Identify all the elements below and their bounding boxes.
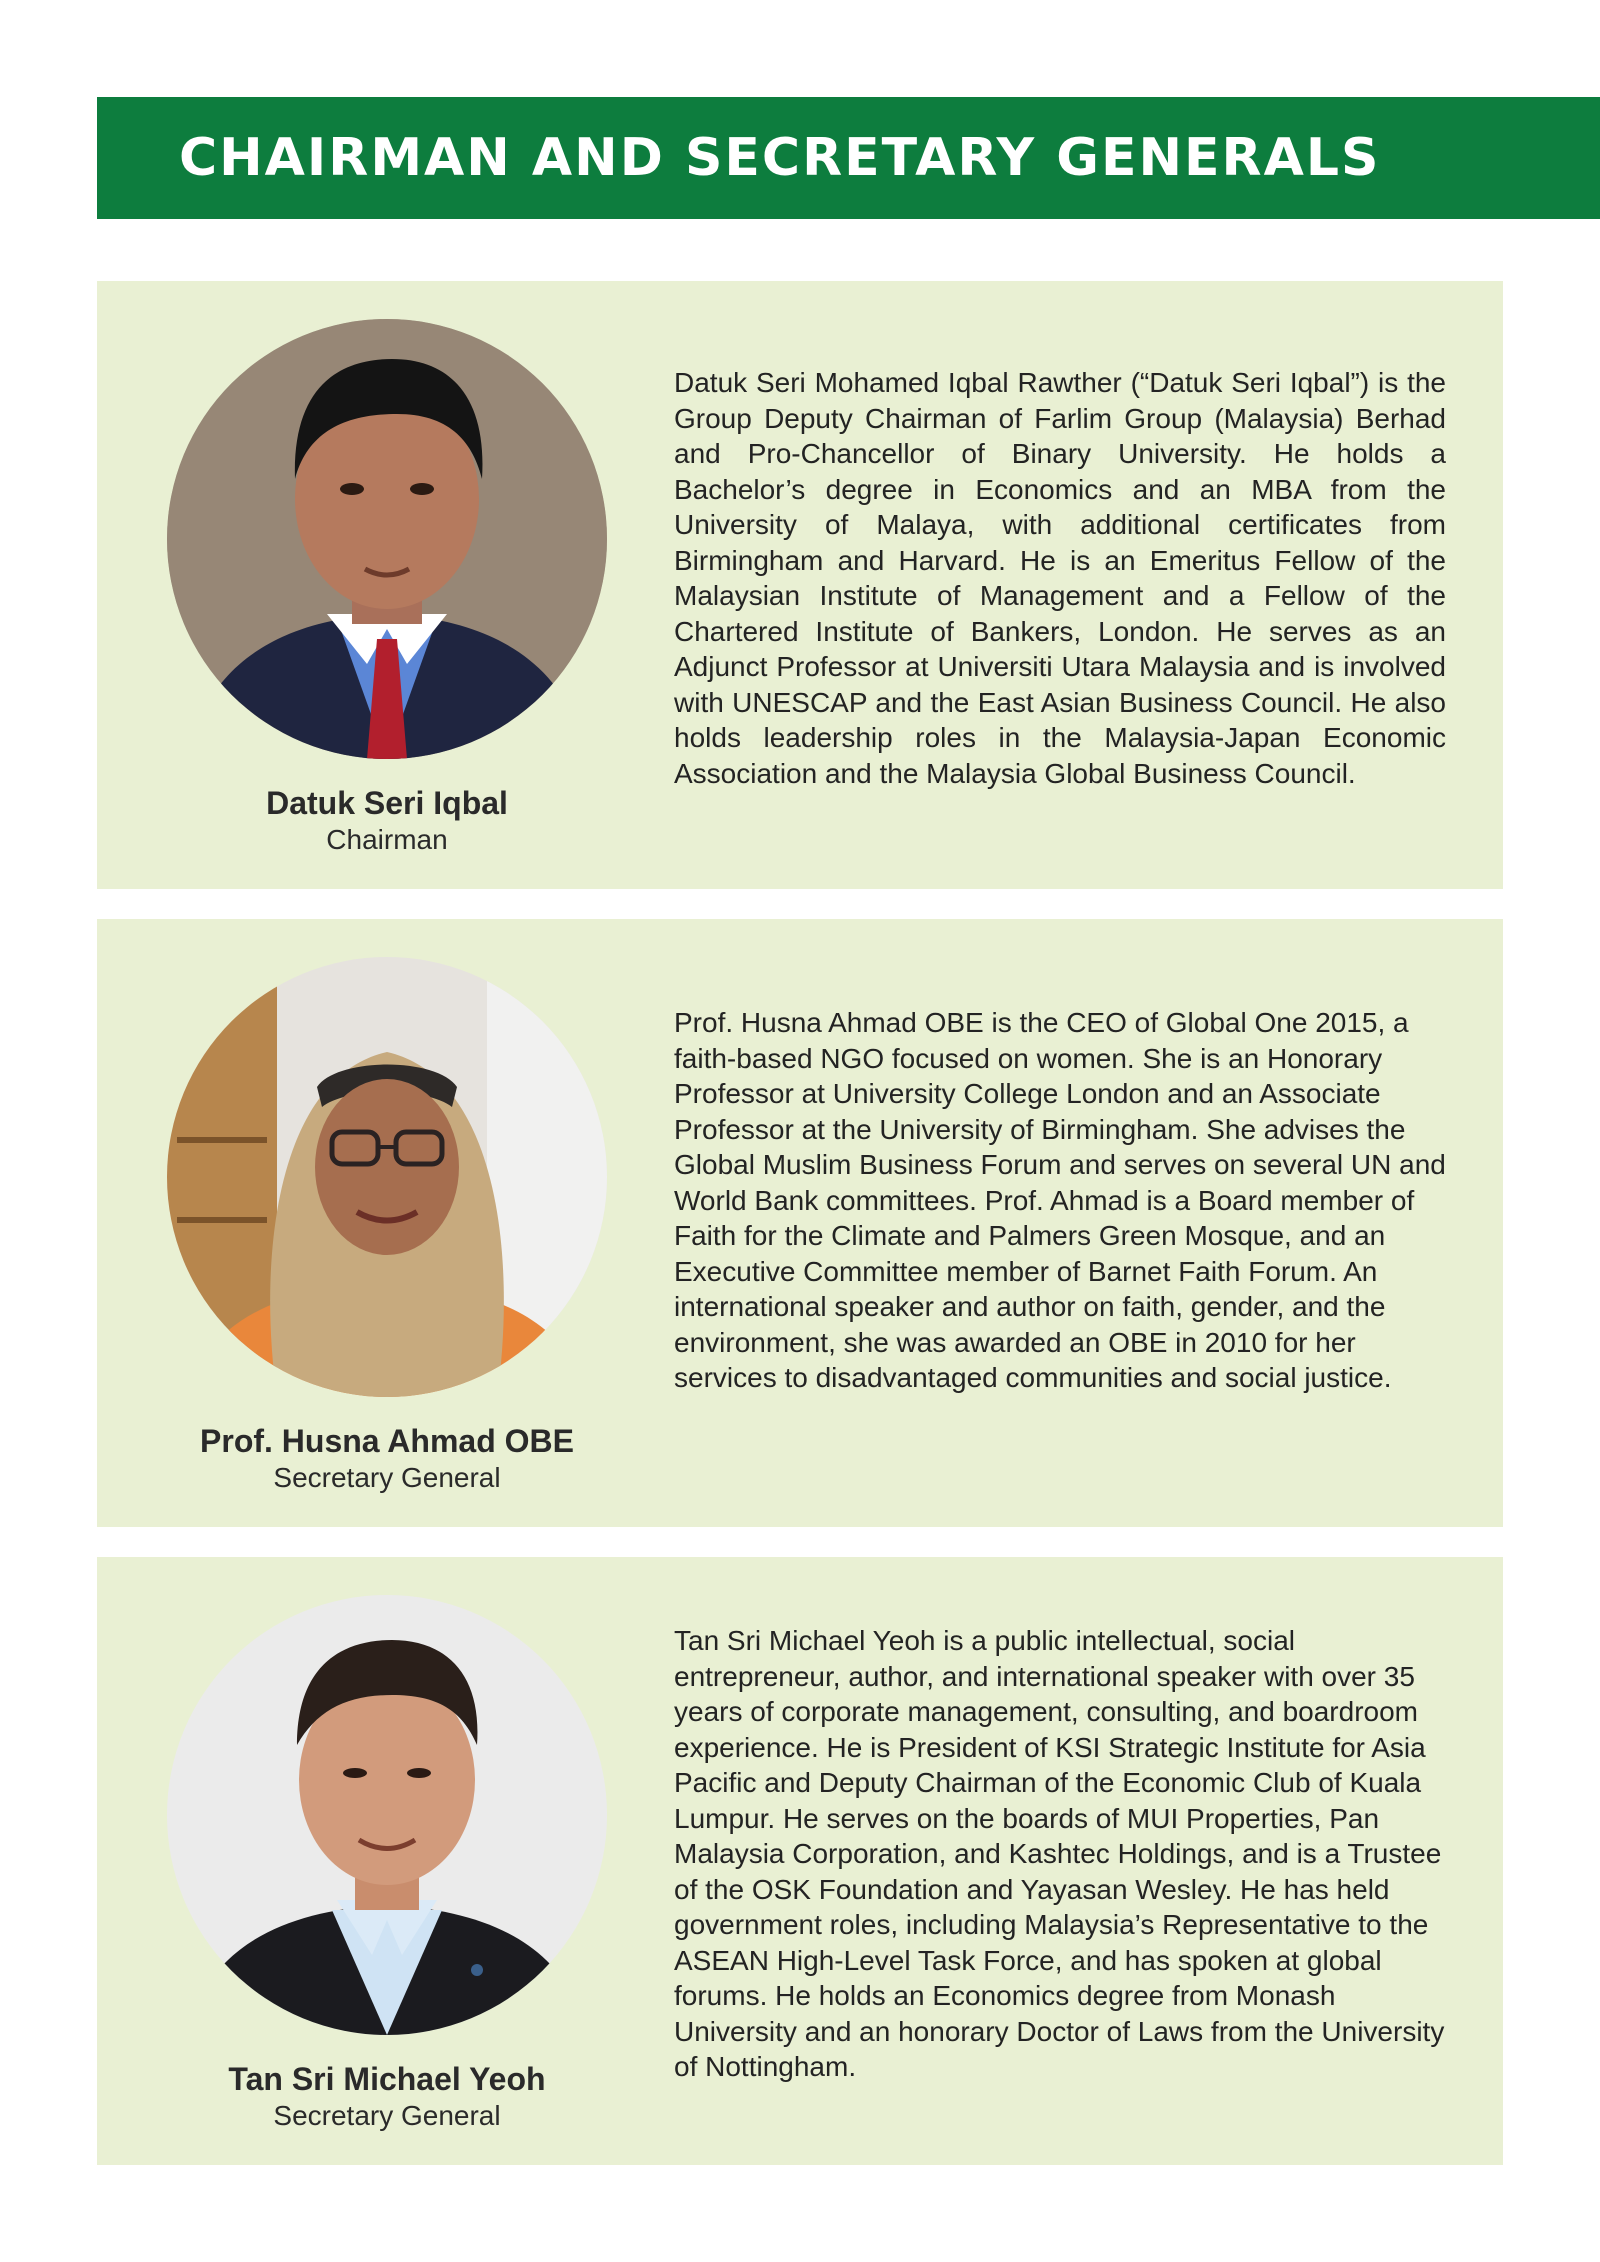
profile-card-chairman (97, 281, 1503, 889)
person-role: Secretary General (273, 2100, 501, 2131)
person-bio: Datuk Seri Mohamed Iqbal Rawther (“Datuk Seri Iqbal”) is the Group Deputy Chairman of Farlim Group (Malaysia) Berhad and Pro-Chancellor of Binary University. He holds a Bachelor’s degree in Economics and an MBA from the University of Malaya, with additional certificates from Birmingham and Harvard. He is an Emeritus Fellow of the Malaysian Institute of Management and a Fellow of the Chartered Institute of Bankers, London. He serves as an Adjunct Professor at Universiti Utara Malaysia and is involved with UNESCAP and the East Asian Business Council. He also holds leadership roles in the Malaysia-Japan Economic Association and the Malaysia Global Business Council. (674, 367, 1446, 789)
person-bio: Tan Sri Michael Yeoh is a public intellectual, social entrepreneur, author, and international speaker with over 35 years of corporate management, consulting, and boardroom experience. He is President of KSI Strategic Institute for Asia Pacific and Deputy Chairman of the Economic Club of Kuala Lumpur. He serves on the boards of MUI Properties, Pan Malaysia Corporation, and Kashtec Holdings, and is a Trustee of the OSK Foundation and Yayasan Wesley. He has held government roles, including Malaysia’s Representative to the ASEAN High-Level Task Force, and has spoken at global forums. He holds an Economics degree from Monash University and an honorary Doctor of Laws from the University of Nottingham. (674, 1625, 1445, 2082)
person-name: Datuk Seri Iqbal (266, 785, 508, 821)
person-name: Tan Sri Michael Yeoh (228, 2061, 546, 2097)
page-title: CHAIRMAN AND SECRETARY GENERALS (179, 128, 1381, 188)
portrait-photo (167, 1595, 607, 2035)
portrait-photo (167, 319, 607, 759)
person-role: Chairman (326, 824, 448, 855)
portrait-photo (167, 957, 607, 1397)
profile-card-secretary-general-1 (97, 919, 1503, 1527)
person-bio: Prof. Husna Ahmad OBE is the CEO of Global One 2015, a faith-based NGO focused on women. She is an Honorary Professor at University College London and an Associate Professor at the University of Birmingham. She advises the Global Muslim Business Forum and serves on several UN and World Bank committees. Prof. Ahmad is a Board member of Faith for the Climate and Palmers Green Mosque, and an Executive Committee member of Barnet Faith Forum. An international speaker and author on faith, gender, and the environment, she was awarded an OBE in 2010 for her services to disadvantaged communities and social justice. (674, 1007, 1446, 1393)
profile-card-secretary-general-2 (97, 1557, 1503, 2165)
header-banner (97, 97, 1600, 219)
person-name: Prof. Husna Ahmad OBE (200, 1423, 574, 1459)
person-role: Secretary General (273, 1462, 501, 1493)
